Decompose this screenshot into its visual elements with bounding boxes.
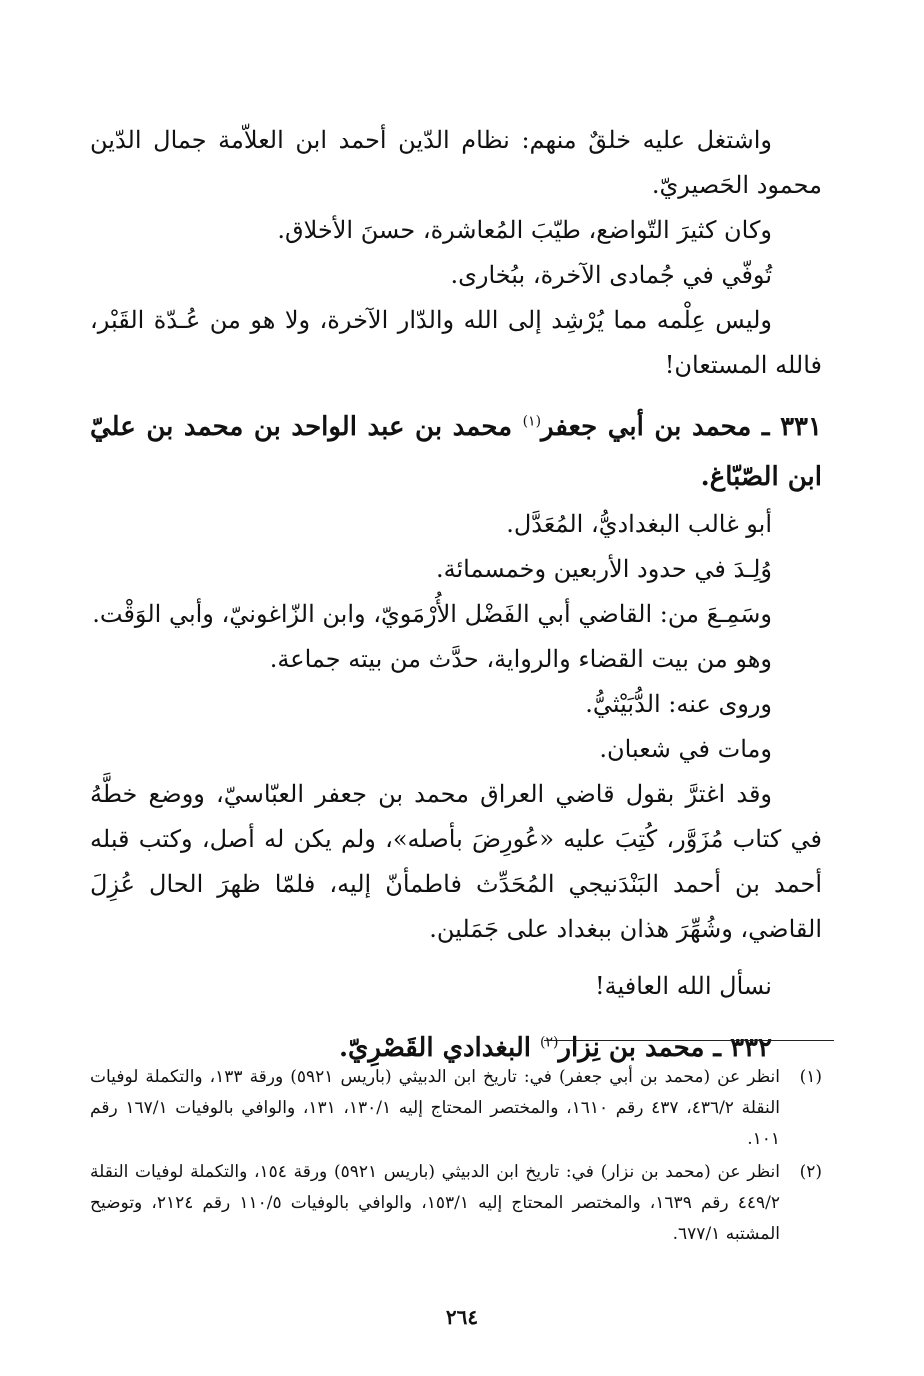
paragraph: وُلِـدَ في حدود الأربعين وخمسمائة. [435,555,772,583]
entry-heading-name: ٣٣٢ ـ محمد بن نِزار [558,1033,772,1063]
paragraph: وقد اغترَّ بقول قاضي العراق محمد بن جعفر العبّاسيّ، ووضع خطَّهُ في كتاب مُزَوَّر، كُتِبَ عليه «عُورِضَ بأصله»، ولم يكن له أصل، وكتب قبله أحمد بن أحمد البَنْدَنيجي المُحَدِّث فاطمأنّ إليه، فلمّا ظهرَ الحال عُزِلَ القاضي، وشُهِّرَ هذان ببغداد على جَمَلين. [90,780,822,943]
paragraph: وهو من بيت القضاء والرواية، حدَّث من بيته جماعة. [269,645,772,673]
paragraph: وليس عِلْمه مما يُرْشِد إلى الله والدّار الآخرة، ولا هو من عُـدّة القَبْر، فالله المستعان! [90,306,822,379]
footnote-text: انظر عن (محمد بن أبي جعفر) في: تاريخ ابن الدبيثي (باريس ٥٩٢١) ورقة ١٣٣، والتكملة لوفيات النقلة ٤٣٦/٢، ٤٣٧ رقم ١٦١٠، والمختصر المحتاج إليه ١٣٠/١، ١٣١، والوافي بالوفيات ١٦٧/١ رقم ١٠١. [90,1067,780,1149]
page-number: ٢٦٤ [445,1305,479,1329]
footnote-ref-1[interactable]: (١) [522,413,542,430]
paragraph: تُوفّي في جُمادى الآخرة، ببُخارى. [450,261,772,289]
footnote-text: انظر عن (محمد بن نزار) في: تاريخ ابن الدبيثي (باريس ٥٩٢١) ورقة ١٥٤، والتكملة لوفيات النقلة ٤٤٩/٢ رقم ١٦٣٩، والمختصر المحتاج إليه ١٥٣/١، والوافي بالوفيات ١١٠/٥ رقم ٢١٢٤، وتوضيح المشتبه ٦٧٧/١. [90,1162,781,1244]
paragraph: وروى عنه: الدُّبَيْثيُّ. [585,690,772,718]
entry-heading-331 [90,402,822,502]
entry-heading-rest: محمد بن عبد الواحد بن محمد بن عليّ ابن الصّبّاغ. [90,412,822,492]
paragraph: وكان كثيرَ التّواضع، طيّبَ المُعاشرة، حسنَ الأخلاق. [277,216,772,244]
entry-heading-name: ٣٣١ ـ محمد بن أبي جعفر [541,412,822,442]
footnote-ref-2[interactable]: (٢) [540,1034,559,1051]
entry-heading-rest: البغدادي القَصْرِيّ. [338,1033,541,1063]
footnote [90,1157,822,1250]
footnote [90,1062,822,1155]
footnote-number: (٢) [799,1162,822,1182]
paragraph: واشتغل عليه خلقٌ منهم: نظام الدّين أحمد ابن العلاّمة جمال الدّين محمود الحَصيريّ. [90,126,822,199]
footnote-separator [544,1040,834,1041]
paragraph: وسَمِـعَ من: القاضي أبي الفَضْل الأُرْمَويّ، وابن الزّاغونيّ، وأبي الوَقْت. [92,600,772,628]
paragraph: أبو غالب البغداديُّ، المُعَدَّل. [506,510,772,538]
footnotes [90,1062,822,1252]
main-text [90,118,822,1073]
footnote-number: (١) [799,1067,822,1087]
paragraph: ومات في شعبان. [599,735,772,763]
paragraph: نسأل الله العافية! [595,972,772,1000]
